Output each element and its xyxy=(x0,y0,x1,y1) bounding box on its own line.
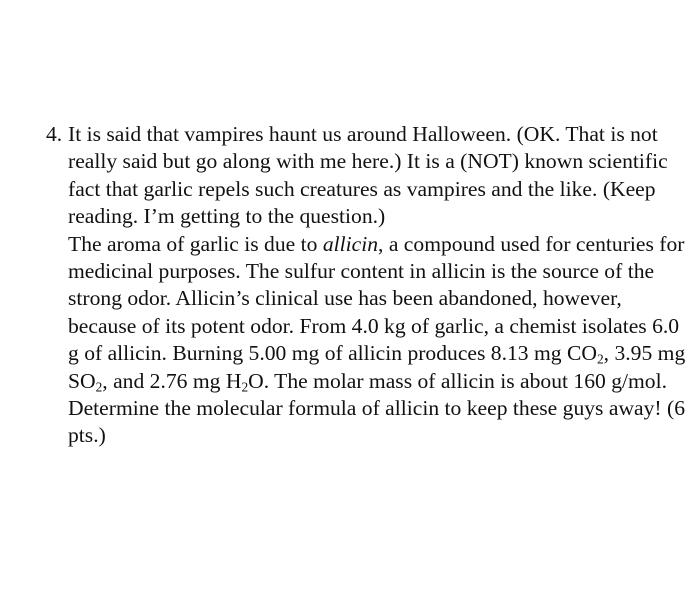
text-segment: , a compound used for centuries for medicinal purposes. The sulfur content in allicin is the source of the strong odor. Allicin’s clinical use has been abandoned, however, because of its potent odor. From 4.0 kg of garlic, a chemist isolates 6.0 g of allicin. Burning 5.00 mg of allicin produces 8.13 mg xyxy=(68,231,685,366)
text-segment: , 3.95 mg xyxy=(603,341,686,366)
text-segment: The aroma of garlic is due to xyxy=(68,231,323,256)
h2o-formula: $H_2O$ xyxy=(225,368,264,394)
question-body xyxy=(68,121,686,450)
question-4 xyxy=(46,121,686,450)
co2-formula: $CO_2$ xyxy=(566,341,604,367)
text-segment: . The molar mass of allicin is about 160 g/mol. Determine the molecular formula of allicin to keep these guys away! (6 pts.) xyxy=(68,368,685,448)
allicin-term: allicin xyxy=(322,231,379,256)
text-segment: , and 2.76 mg xyxy=(102,368,226,393)
question-number: 4. xyxy=(46,122,63,146)
so2-formula: $SO_2$ xyxy=(68,368,103,394)
question-problem-paragraph xyxy=(68,231,686,450)
question-intro-paragraph: It is said that vampires haunt us around Halloween. (OK. That is not really said but go along with me here.) It is a (NOT) known scientific fact that garlic repels such creatures as vampires and the like. (Keep reading. I’m getting to the question.) xyxy=(68,122,668,229)
